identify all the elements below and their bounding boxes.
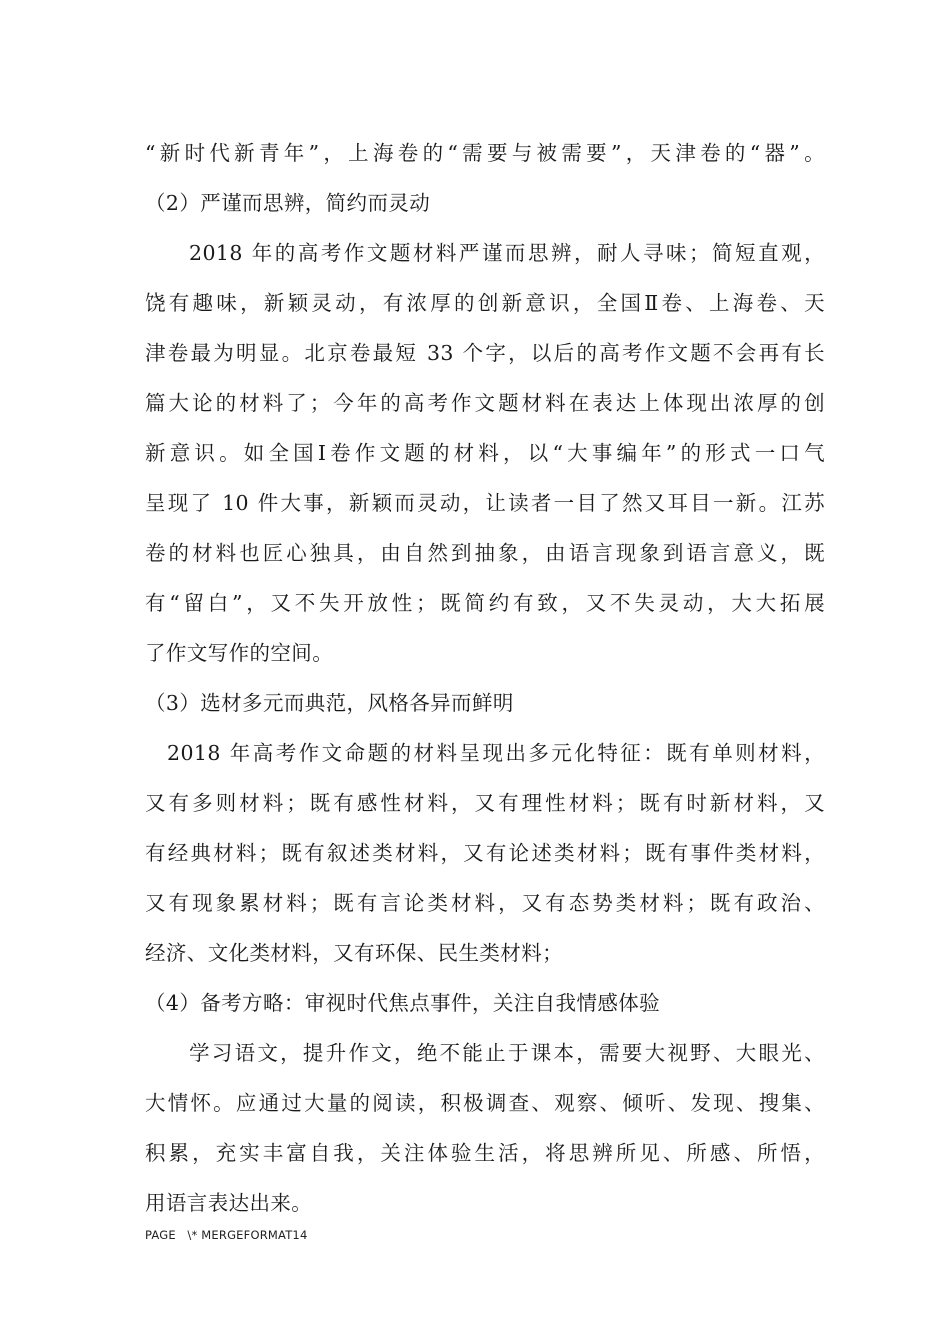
paragraph-line: 积累，充实丰富自我，关注体验生活，将思辨所见、所感、所悟，	[145, 1141, 825, 1165]
paragraph-line: 学习语文，提升作文，绝不能止于课本，需要大视野、大眼光、	[189, 1041, 825, 1065]
paragraph-line: 饶有趣味，新颖灵动，有浓厚的创新意识，全国Ⅱ卷、上海卷、天	[145, 291, 825, 315]
paragraph-line: 有经典材料；既有叙述类材料，又有论述类材料；既有事件类材料，	[145, 841, 825, 865]
paragraph-line: 2018 年的高考作文题材料严谨而思辨，耐人寻味；简短直观，	[189, 241, 825, 265]
paragraph-line: 卷的材料也匠心独具，由自然到抽象，由语言现象到语言意义，既	[145, 541, 825, 565]
section-heading-2: （2）严谨而思辨，简约而灵动	[145, 191, 431, 215]
page-footer-field: PAGE \* MERGEFORMAT14	[145, 1228, 308, 1242]
paragraph-line: “新时代新青年”，上海卷的“需要与被需要”，天津卷的“器”。	[145, 141, 825, 165]
paragraph-line: 呈现了 10 件大事，新颖而灵动，让读者一目了然又耳目一新。江苏	[145, 491, 825, 515]
paragraph-line: 新意识。如全国Ⅰ卷作文题的材料，以“大事编年”的形式一口气	[145, 441, 825, 465]
paragraph-line: 大情怀。应通过大量的阅读，积极调查、观察、倾听、发现、搜集、	[145, 1091, 825, 1115]
section-heading-4: （4）备考方略：审视时代焦点事件，关注自我情感体验	[145, 991, 661, 1015]
paragraph-line: 有“留白”，又不失开放性；既简约有致，又不失灵动，大大拓展	[145, 591, 825, 615]
section-heading-3: （3）选材多元而典范，风格各异而鲜明	[145, 691, 514, 715]
paragraph-line: 篇大论的材料了；今年的高考作文题材料在表达上体现出浓厚的创	[145, 391, 825, 415]
paragraph-line: 津卷最为明显。北京卷最短 33 个字，以后的高考作文题不会再有长	[145, 341, 825, 365]
document-body	[145, 128, 825, 1228]
paragraph-line: 又有多则材料；既有感性材料，又有理性材料；既有时新材料，又	[145, 791, 825, 815]
paragraph-line: 了作文写作的空间。	[145, 641, 334, 665]
paragraph-line: 经济、文化类材料，又有环保、民生类材料；	[145, 941, 563, 965]
paragraph-line: 2018 年高考作文命题的材料呈现出多元化特征：既有单则材料，	[167, 741, 825, 765]
paragraph-line: 又有现象累材料；既有言论类材料，又有态势类材料；既有政治、	[145, 891, 825, 915]
paragraph-line: 用语言表达出来。	[145, 1191, 313, 1215]
